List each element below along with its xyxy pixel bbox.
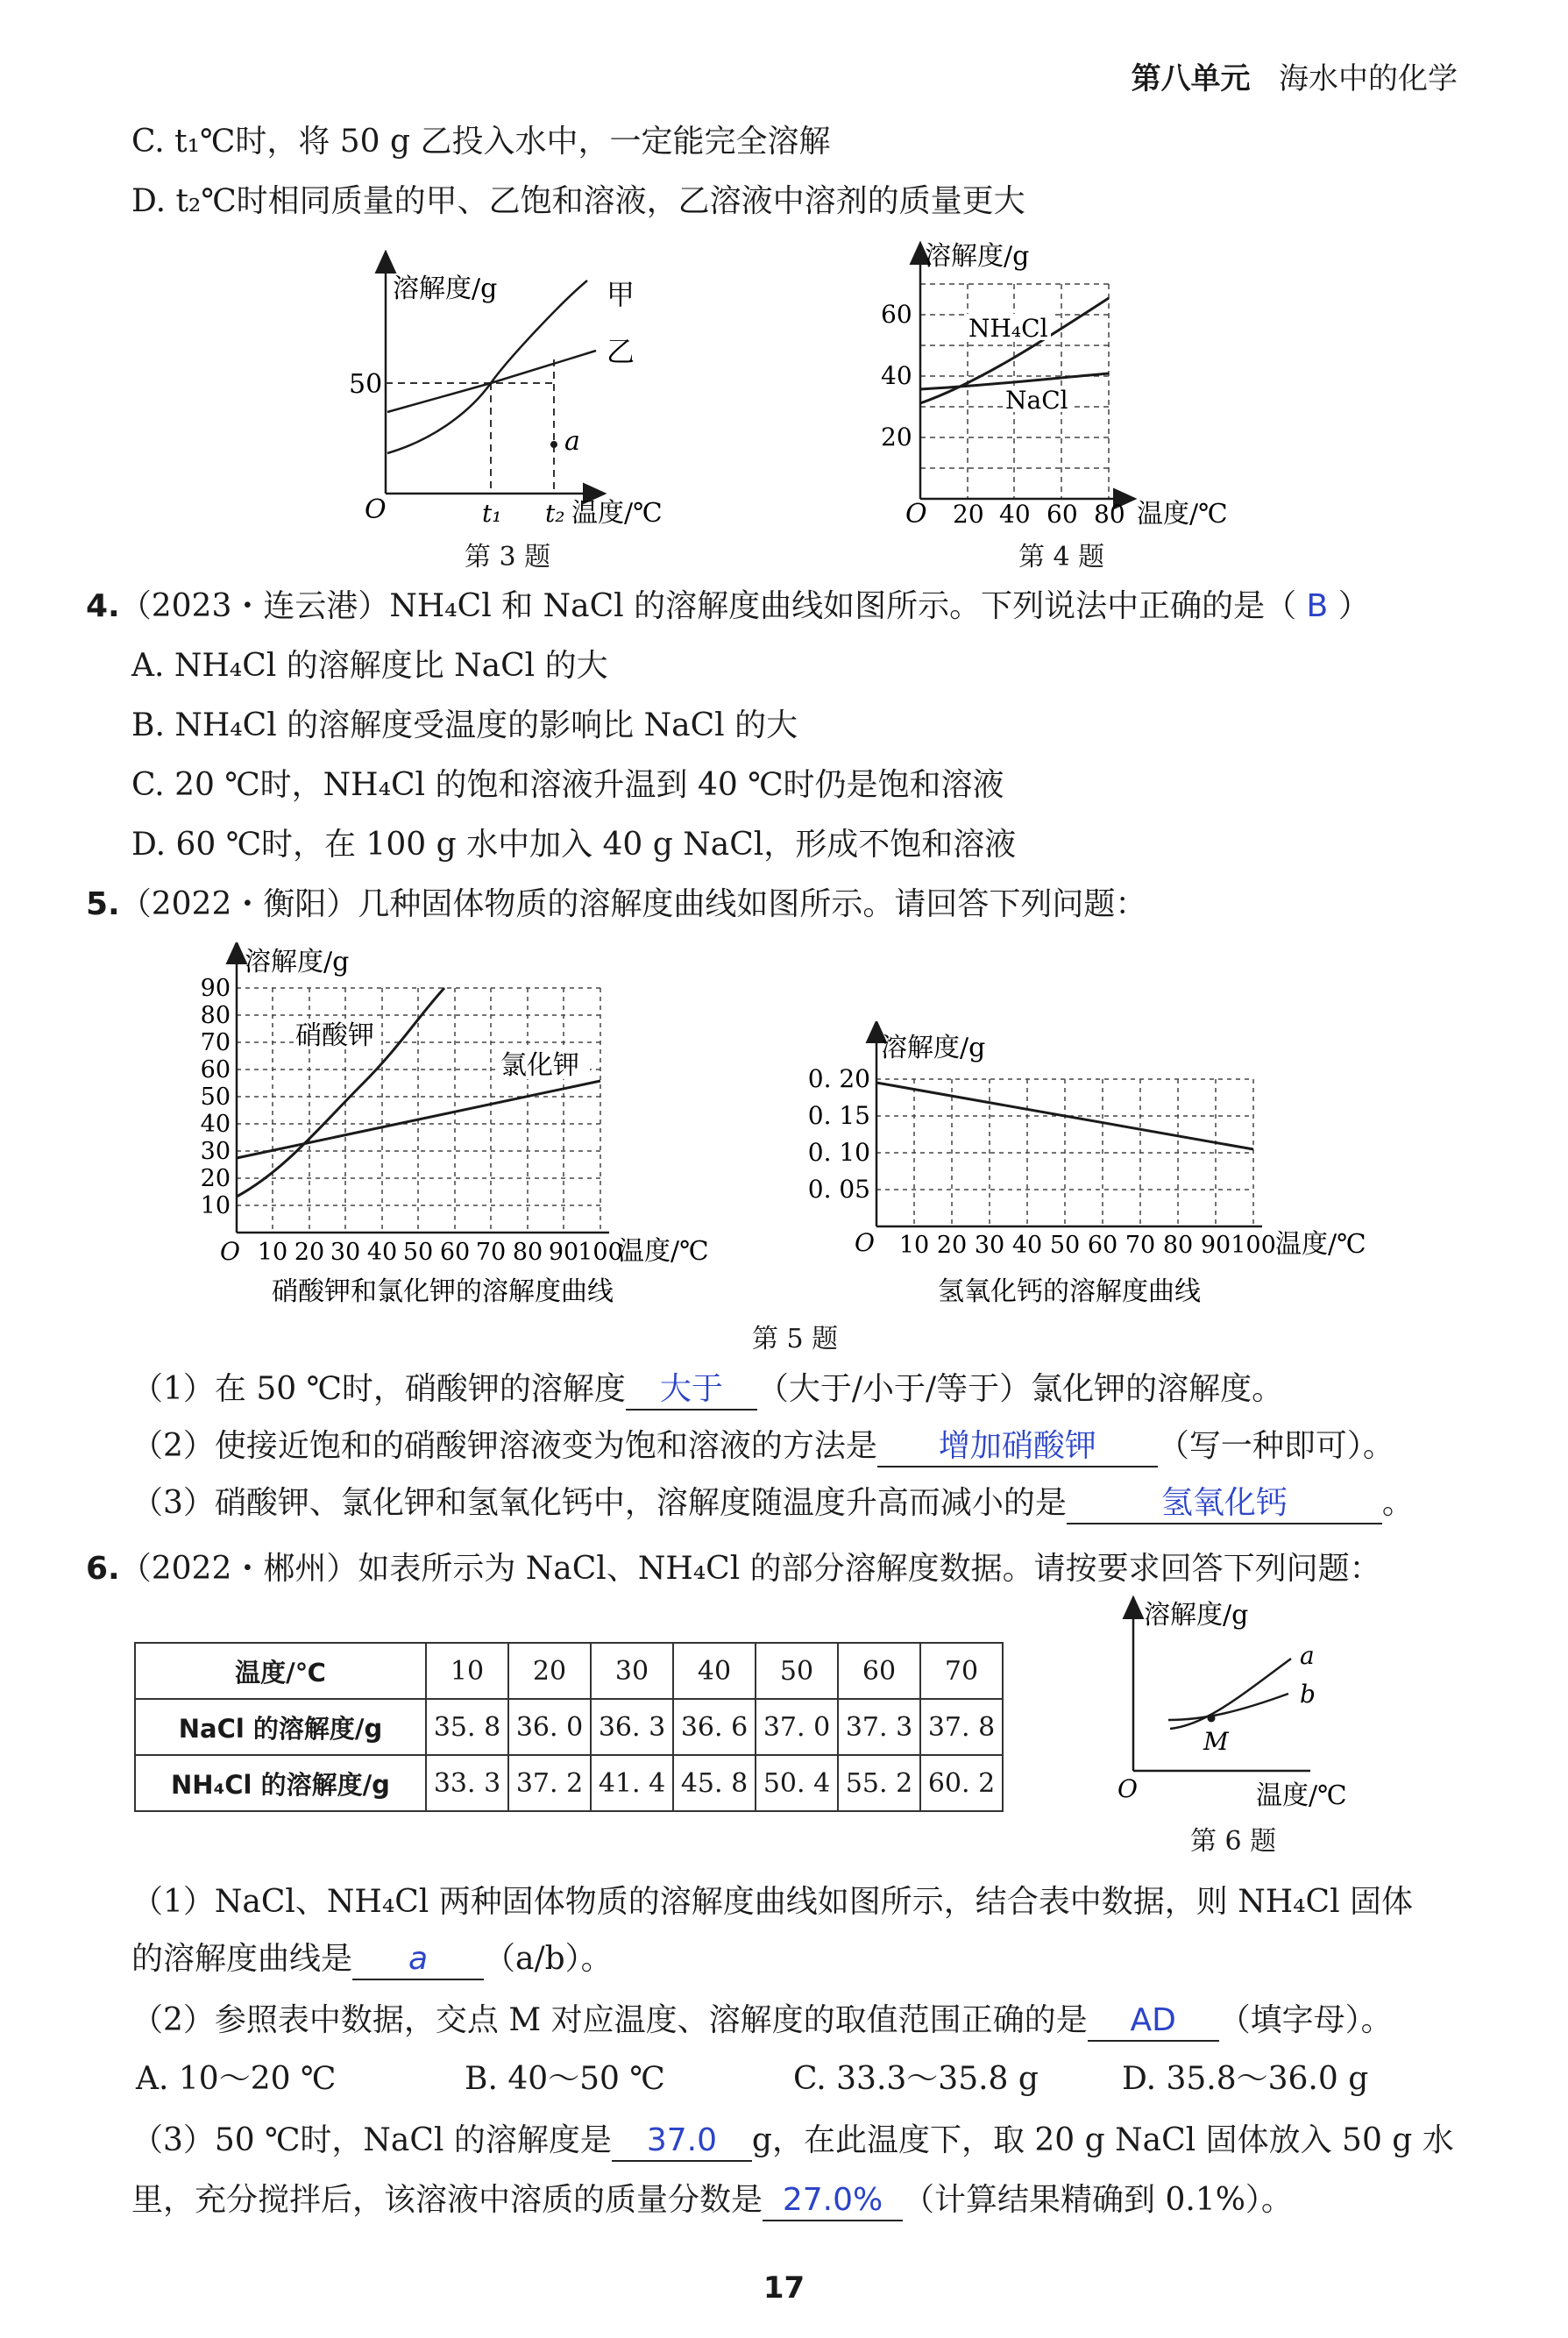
- q5-left-ytick: 10: [200, 1192, 231, 1219]
- q6-sub1-line1: （1）NaCl、NH₄Cl 两种固体物质的溶解度曲线如图所示，结合表中数据，则 NH₄Cl 固体: [131, 1884, 1414, 1920]
- table-row: NH₄Cl 的溶解度/g 33. 3 37. 2 41. 4 45. 8 50. 4 55. 2 60. 2: [135, 1755, 1003, 1811]
- fig4-ylabel: 溶解度/g: [925, 241, 1030, 272]
- fig6-origin: O: [1117, 1774, 1138, 1803]
- q6-number: 6.: [86, 1551, 120, 1587]
- q5-right-title: 氢氧化钙的溶解度曲线: [938, 1276, 1201, 1307]
- q5-left-xtick: 40: [366, 1239, 398, 1266]
- unit-label: 第八单元: [1131, 61, 1251, 96]
- q5-right-xtick: 60: [1087, 1232, 1118, 1259]
- fig6-xlabel: 温度/℃: [1256, 1780, 1347, 1811]
- q5-left-ytick: 20: [200, 1165, 231, 1192]
- q5-left-xtick: 100: [578, 1239, 623, 1266]
- q6-sub2-option-a: A. 10～20 ℃: [136, 2061, 337, 2097]
- q4-option-d: D. 60 ℃时，在 100 g 水中加入 40 g NaCl，形成不饱和溶液: [131, 827, 1017, 863]
- q5-right-xtick: 100: [1231, 1232, 1276, 1259]
- fig3-ylabel: 溶解度/g: [393, 274, 498, 304]
- q6-sub2-answer: AD: [1088, 2001, 1219, 2042]
- q5-left-ytick: 30: [200, 1138, 231, 1165]
- q5-left-grid: [237, 988, 600, 1233]
- q6-sub3-answer2: 27.0%: [763, 2181, 903, 2221]
- q5-left-xtick: 70: [475, 1239, 507, 1266]
- q5-right-xtick: 40: [1011, 1232, 1043, 1259]
- fig3-ytick-50: 50: [349, 369, 383, 400]
- q5-right-xtick: 80: [1162, 1232, 1194, 1259]
- q4-option-a: A. NH₄Cl 的溶解度比 NaCl 的大: [131, 648, 608, 684]
- q5-left-xtick: 60: [439, 1239, 471, 1266]
- page-number: 17: [763, 2270, 805, 2306]
- q5-left-xtick: 30: [330, 1239, 361, 1266]
- figure-6: [1109, 1595, 1398, 1823]
- q5-left-xtick: 20: [294, 1239, 325, 1266]
- fig6-ylabel: 溶解度/g: [1144, 1600, 1249, 1631]
- fig6-label-m: M: [1203, 1727, 1229, 1756]
- q5-sub2: （2）使接近饱和的硝酸钾溶液变为饱和溶液的方法是 增加硝酸钾 （写一种即可）。: [131, 1427, 1394, 1467]
- q4-answer: B: [1306, 588, 1329, 624]
- q5-number: 5.: [86, 886, 120, 922]
- q6-stem: [86, 1550, 1381, 1588]
- q5-right-xtick: 90: [1200, 1232, 1231, 1259]
- fig3-label-jia: 甲: [607, 278, 635, 311]
- q5-caption: 第 5 题: [752, 1324, 839, 1354]
- fig6-label-b: b: [1300, 1680, 1316, 1709]
- fig6-label-a: a: [1300, 1641, 1315, 1670]
- q5-sub2-answer: 增加硝酸钾: [877, 1427, 1158, 1467]
- table-row: NaCl 的溶解度/g 35. 8 36. 0 36. 3 36. 6 37. 0 37. 3 37. 8: [135, 1699, 1003, 1755]
- q5-left-ytick: 70: [200, 1029, 231, 1056]
- q5-left-xtick: 80: [512, 1239, 543, 1266]
- q5-right-grid: [876, 1079, 1253, 1226]
- q5-left-ytick: 50: [200, 1084, 231, 1111]
- page-header: [1132, 54, 1458, 97]
- q6-stem-text: （2022・郴州）如表所示为 NaCl、NH₄Cl 的部分溶解度数据。请按要求回答下列问题：: [119, 1551, 1381, 1587]
- q6-sub2: （2）参照表中数据，交点 M 对应温度、溶解度的取值范围正确的是 AD （填字母）。: [131, 2001, 1393, 2042]
- fig4-xtick-20: 20: [953, 500, 984, 529]
- q5-left-ytick: 60: [200, 1056, 231, 1084]
- q5-left-ytick: 90: [200, 975, 231, 1002]
- fig4-ytick-60: 60: [881, 300, 912, 329]
- q5-left-xtick: 10: [257, 1239, 288, 1266]
- q5-right-ylabel: 溶解度/g: [881, 1033, 986, 1063]
- fig3-label-yi: 乙: [607, 335, 635, 368]
- q5-label-kno3: 硝酸钾: [295, 1020, 374, 1051]
- q5-left-title: 硝酸钾和氯化钾的溶解度曲线: [272, 1276, 614, 1307]
- fig4-xtick-40: 40: [999, 500, 1031, 529]
- fig3-caption: 第 3 题: [465, 542, 551, 572]
- fig3-t2: t₂: [545, 499, 565, 528]
- figure-3: [333, 250, 701, 539]
- fig4-label-nh4cl: NH₄Cl: [968, 314, 1048, 343]
- q4-option-b: B. NH₄Cl 的溶解度受温度的影响比 NaCl 的大: [131, 707, 798, 743]
- fig3-t1: t₁: [482, 499, 502, 528]
- q5-right-xtick: 10: [898, 1232, 930, 1259]
- q5-sub1-answer: 大于: [626, 1370, 757, 1411]
- q5-right-ytick: 0. 20: [807, 1064, 870, 1093]
- q3-option-c: C. t₁℃时，将 50 g 乙投入水中，一定能完全溶解: [131, 124, 831, 160]
- fig4-ytick-40: 40: [881, 361, 912, 390]
- q5-chart-caoh2: [802, 1021, 1398, 1315]
- q5-sub3-answer: 氢氧化钙: [1067, 1484, 1382, 1524]
- q5-right-xtick: 20: [936, 1232, 968, 1259]
- fig3-point-label: a: [564, 426, 580, 457]
- q5-sub3: （3）硝酸钾、氯化钾和氢氧化钙中，溶解度随温度升高而减小的是 氢氧化钙 。: [131, 1484, 1414, 1524]
- fig4-caption: 第 4 题: [1018, 542, 1105, 572]
- q4-close: ）: [1337, 588, 1370, 624]
- unit-title: 海水中的化学: [1279, 61, 1458, 96]
- q6-sub2-option-b: B. 40～50 ℃: [465, 2061, 665, 2097]
- fig4-origin: O: [905, 499, 927, 529]
- q6-sub3-line2: 里，充分搅拌后，该溶液中溶质的质量分数是 27.0% （计算结果精确到 0.1%）。: [131, 2181, 1293, 2221]
- q6-sub2-option-d: D. 35.8～36.0 g: [1122, 2061, 1369, 2097]
- q5-left-xlabel: 温度/℃: [618, 1236, 709, 1267]
- q5-left-xtick: 90: [548, 1239, 579, 1266]
- q6-solubility-table: [134, 1642, 1004, 1812]
- q5-chart-kno3-kcl: [188, 942, 767, 1311]
- q4-stem: [86, 587, 1370, 626]
- q5-left-origin: O: [220, 1237, 240, 1266]
- q5-right-xtick: 30: [974, 1232, 1005, 1259]
- q5-right-xtick: 70: [1125, 1232, 1156, 1259]
- q5-left-ylabel: 溶解度/g: [245, 947, 350, 977]
- q5-right-xtick: 50: [1049, 1232, 1081, 1259]
- q4-number: 4.: [86, 588, 120, 624]
- q4-stem-text: （2023・连云港）NH₄Cl 和 NaCl 的溶解度曲线如图所示。下列说法中正确的是（: [119, 588, 1297, 624]
- q5-right-ytick: 0. 10: [807, 1138, 870, 1167]
- q6-sub1-line2: 的溶解度曲线是 a （a/b）。: [131, 1940, 613, 1980]
- q5-label-kcl: 氯化钾: [500, 1050, 579, 1081]
- fig3-point-a: [550, 441, 557, 448]
- q3-option-d: D. t₂℃时相同质量的甲、乙饱和溶液，乙溶液中溶剂的质量更大: [131, 183, 1025, 219]
- fig6-point-m: [1208, 1715, 1216, 1723]
- figure-4: [881, 238, 1266, 537]
- fig3-curve-jia: [387, 281, 587, 453]
- q6-sub3: （3）50 ℃时，NaCl 的溶解度是 37.0 g，在此温度下，取 20 g NaCl 固体放入 50 g 水: [131, 2121, 1454, 2162]
- fig4-label-nacl: NaCl: [1005, 386, 1068, 415]
- q6-sub1-answer: a: [352, 1940, 484, 1980]
- q5-right-xlabel: 温度/℃: [1275, 1229, 1366, 1260]
- fig6-curve-b: [1168, 1694, 1288, 1720]
- q6-sub2-option-c: C. 33.3～35.8 g: [793, 2061, 1039, 2097]
- fig4-xtick-80: 80: [1094, 500, 1125, 529]
- q5-stem: [86, 885, 1146, 924]
- q5-right-ytick: 0. 15: [807, 1101, 870, 1130]
- fig4-ytick-20: 20: [881, 423, 912, 451]
- q5-stem-text: （2022・衡阳）几种固体物质的溶解度曲线如图所示。请回答下列问题：: [119, 886, 1147, 922]
- q5-right-ytick: 0. 05: [807, 1175, 870, 1204]
- fig3-xlabel: 温度/℃: [571, 498, 663, 529]
- q5-left-ytick: 80: [200, 1002, 231, 1029]
- table-row: 温度/℃ 10 20 30 40 50 60 70: [135, 1643, 1003, 1699]
- q4-option-c: C. 20 ℃时，NH₄Cl 的饱和溶液升温到 40 ℃时仍是饱和溶液: [131, 767, 1004, 803]
- fig4-xtick-60: 60: [1047, 500, 1078, 529]
- fig3-origin: O: [365, 494, 387, 525]
- fig6-caption: 第 6 题: [1190, 1826, 1277, 1857]
- q6-sub3-answer: 37.0: [612, 2121, 752, 2162]
- q5-curve-kno3: [237, 988, 444, 1197]
- q5-sub1: （1）在 50 ℃时，硝酸钾的溶解度 大于 （大于/小于/等于）氯化钾的溶解度。: [131, 1370, 1283, 1411]
- q5-left-ytick: 40: [200, 1111, 231, 1138]
- q5-right-origin: O: [855, 1228, 875, 1257]
- fig4-xlabel: 温度/℃: [1137, 499, 1228, 529]
- q5-left-xtick: 50: [402, 1239, 434, 1266]
